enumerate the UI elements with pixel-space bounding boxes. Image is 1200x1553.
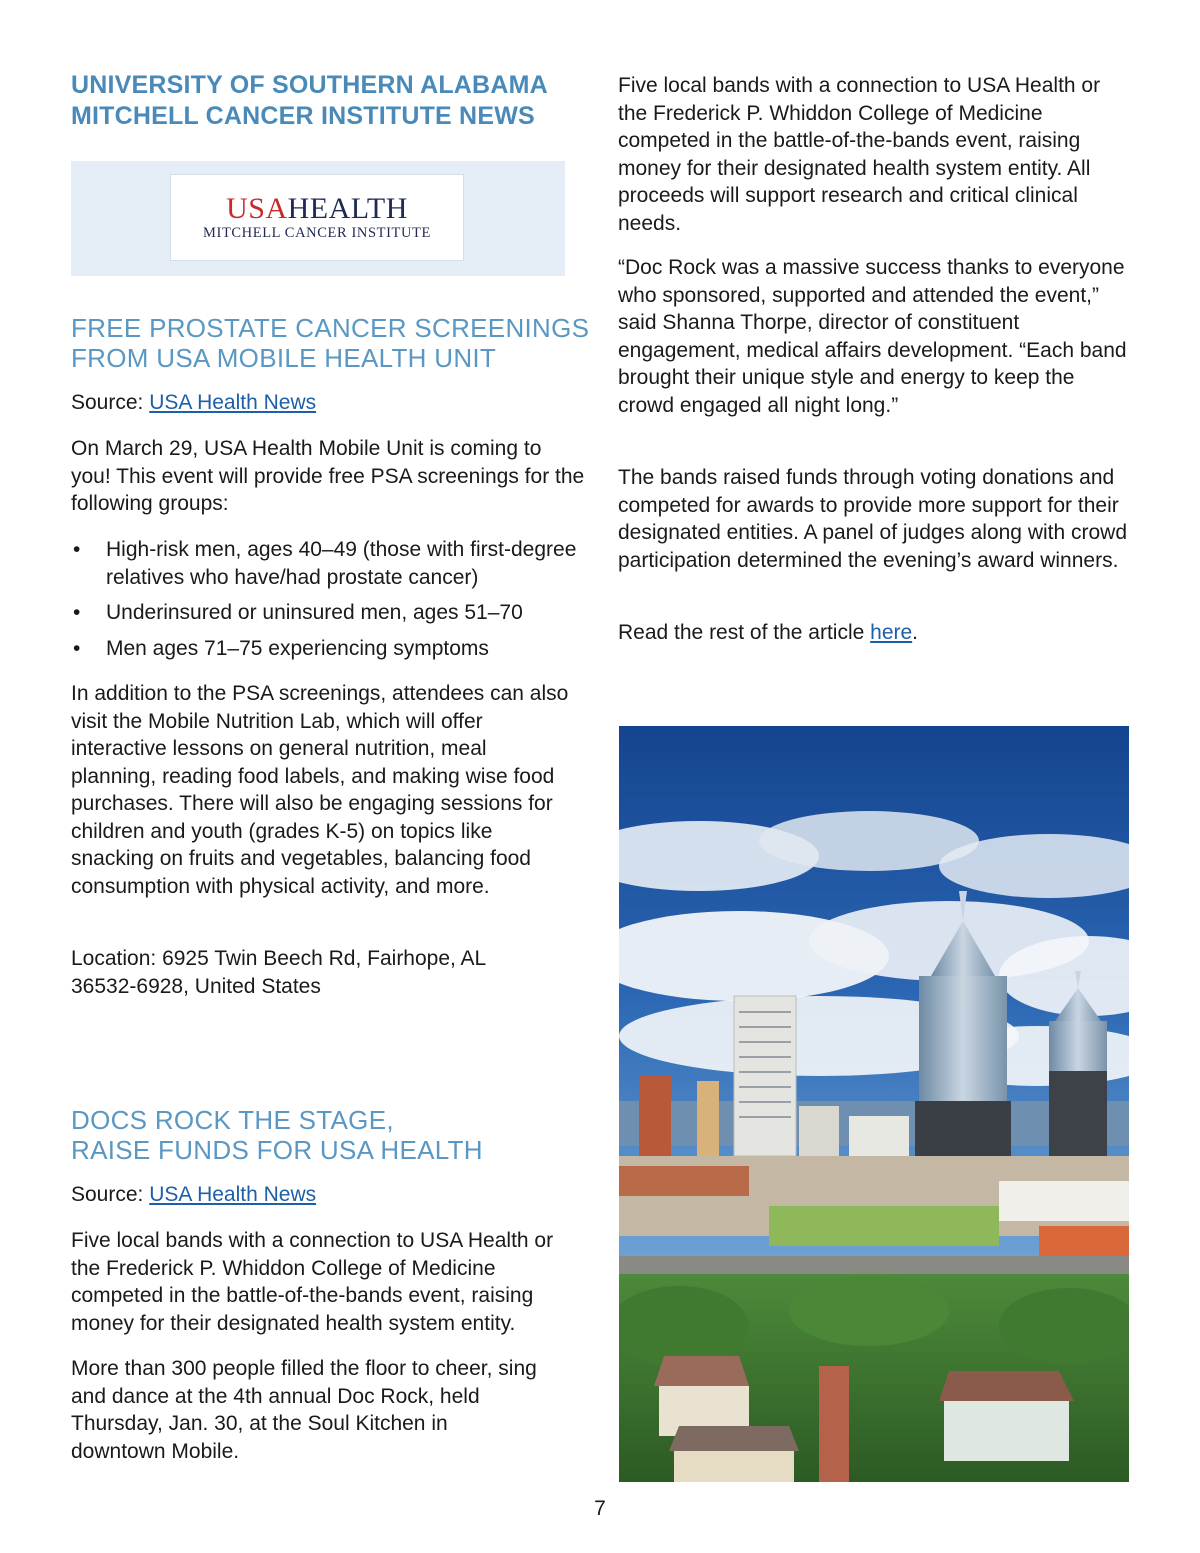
- article1-source-label: Source:: [71, 391, 150, 414]
- article2-para1: Five local bands with a connection to USA Health or the Frederick P. Whiddon College of Medicine competed in the battle-of-the-bands event, raising money for their designated health system entity.: [71, 1229, 554, 1335]
- list-item: • Men ages 71–75 experiencing symptoms: [71, 635, 591, 663]
- right-para3: The bands raised funds through voting donations and competed for awards to provide more support for their designated entities. A panel of judges along with crowd participation determined the evening’s award winners.: [618, 466, 1128, 572]
- article2-source-link[interactable]: USA Health News: [149, 1183, 317, 1206]
- read-more-link[interactable]: here: [870, 621, 913, 644]
- article1-intro: On March 29, USA Health Mobile Unit is coming to you! This event will provide free PSA screenings for the following groups:: [71, 437, 585, 515]
- page-number: 7: [594, 1497, 606, 1520]
- logo-banner: [71, 161, 565, 276]
- list-item: • Underinsured or uninsured men, ages 51–70: [71, 599, 591, 627]
- right-para2: “Doc Rock was a massive success thanks to everyone who sponsored, supported and attended the event,” said Shanna Thorpe, director of constituent engagement, medical affairs development. “Each band brought their unique style and energy to keep the crowd engaged all night long.”: [618, 256, 1127, 417]
- article2-title: [71, 1105, 591, 1165]
- list-item: • High-risk men, ages 40–49 (those with first-degree relatives who have/had prostate cancer): [71, 536, 591, 591]
- article2-title-line1: DOCS ROCK THE STAGE,: [71, 1105, 394, 1135]
- masthead: [71, 70, 591, 132]
- article1-source-link[interactable]: USA Health News: [149, 391, 317, 414]
- article2-para2: More than 300 people filled the floor to cheer, sing and dance at the 4th annual Doc Rock, held Thursday, Jan. 30, at the Soul Kitchen in downtown Mobile.: [71, 1357, 537, 1463]
- usa-health-logo: [170, 174, 464, 261]
- article2-source: [71, 1181, 591, 1209]
- skyline-illustration: [619, 726, 1129, 1482]
- masthead-line1: UNIVERSITY OF SOUTHERN ALABAMA: [71, 71, 548, 99]
- logo-wordmark: [171, 193, 463, 225]
- read-more-prefix: Read the rest of the article: [618, 621, 871, 644]
- logo-institute-text: MITCHELL CANCER INSTITUTE: [203, 225, 431, 241]
- article1-title: [71, 313, 591, 373]
- logo-health-text: HEALTH: [287, 192, 408, 225]
- article2-source-label: Source:: [71, 1183, 150, 1206]
- article2-title-line2: RAISE FUNDS FOR USA HEALTH: [71, 1135, 483, 1165]
- masthead-line2: MITCHELL CANCER INSTITUTE NEWS: [71, 102, 535, 130]
- read-more: [618, 619, 1133, 647]
- article1-location: Location: 6925 Twin Beech Rd, Fairhope, AL 36532-6928, United States: [71, 947, 486, 998]
- article1-title-line2: FROM USA MOBILE HEALTH UNIT: [71, 343, 497, 373]
- screening-groups-list: [71, 536, 591, 670]
- mobile-skyline-photo: [619, 726, 1129, 1482]
- article1-title-line1: FREE PROSTATE CANCER SCREENINGS: [71, 313, 590, 343]
- article1-body: In addition to the PSA screenings, attendees can also visit the Mobile Nutrition Lab, which will offer interactive lessons on general nutrition, meal planning, reading food labels, and making wise food purchases. There will also be engaging sessions for children and youth (grades K-5) on topics like snacking on fruits and vegetables, balancing food consumption with physical activity, and more.: [71, 682, 569, 898]
- read-more-suffix: .: [912, 621, 919, 644]
- logo-usa-mark: USA: [226, 192, 288, 225]
- article1-source: [71, 389, 591, 417]
- right-para1: Five local bands with a connection to USA Health or the Frederick P. Whiddon College of Medicine competed in the battle-of-the-bands event, raising money for their designated health system entity. All proceeds will support research and critical clinical needs.: [618, 74, 1101, 235]
